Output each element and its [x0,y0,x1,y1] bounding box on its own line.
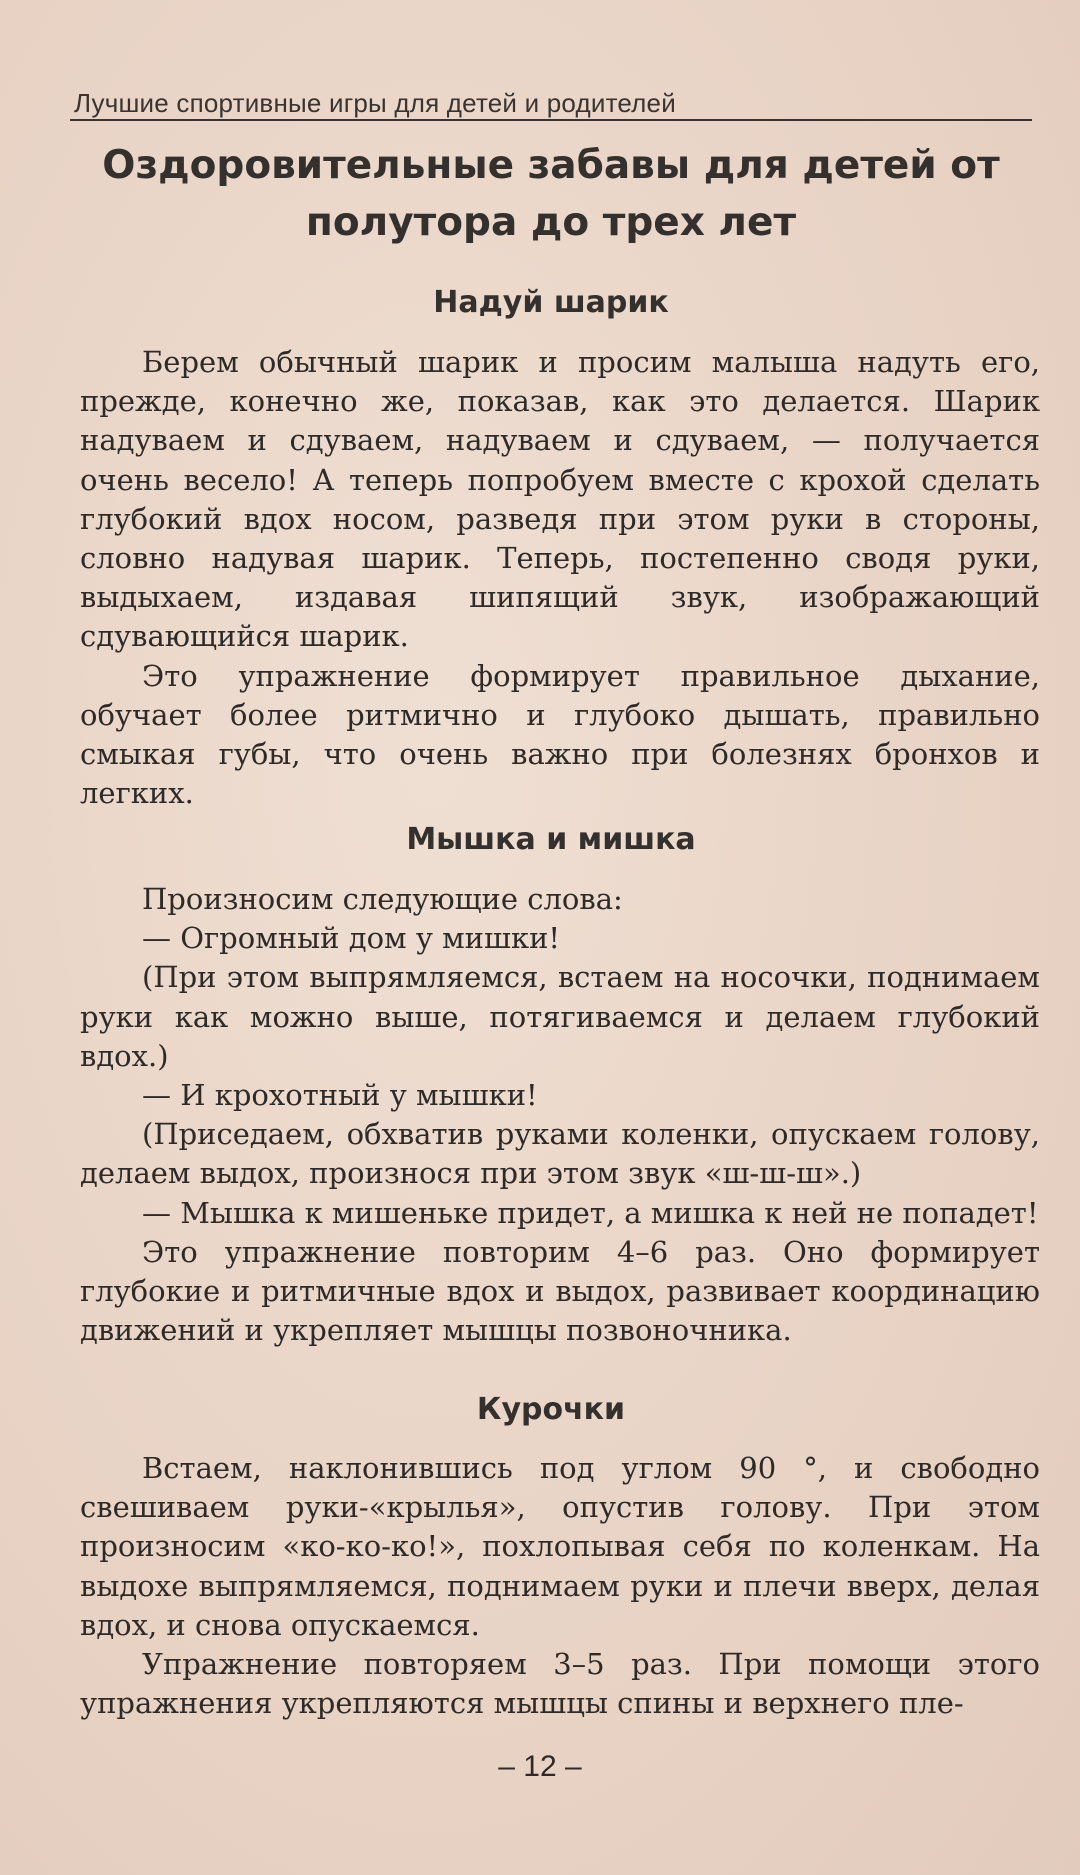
header-rule [70,119,1032,121]
section-title-kurochki: Курочки [476,1392,626,1427]
section-body-myshka-i-mishka [80,880,1040,1350]
running-header: Лучшие спортивные игры для детей и родителей [74,88,676,118]
paragraph: Это упражнение формирует правильное дыхание, обучает более ритмично и глубоко дышать, правильно смыкая губы, что очень важно при болезнях бронхов и легких. [80,658,1040,811]
dialogue-line: — И крохотный у мышки! [142,1078,538,1113]
stage-direction: (Приседаем, обхватив руками коленки, опускаем голову, делаем выдох, произнося при этом звук «ш-ш-ш».) [80,1117,1040,1191]
paragraph: Упражнение повторяем 3–5 раз. При помощи этого упражнения укрепляются мышцы спины и верхнего пле- [80,1647,1040,1721]
paragraph: Произносим следующие слова: [142,882,623,916]
stage-direction: (При этом выпрямляемся, встаем на носочки, поднимаем руки как можно выше, потягиваемся и делаем глубокий вдох.) [80,960,1040,1073]
section-body-naduy-sharik [80,343,1040,813]
dialogue-line: — Мышка к мишеньке придет, а мишка к ней не попадет! [142,1195,1039,1230]
page-number: – 12 – [498,1750,582,1783]
paragraph: Берем обычный шарик и просим малыша надуть его, прежде, конечно же, показав, как это делается. Шарик надуваем и сдуваем, надуваем и сдуваем, — получается очень весело! А теперь попробуем вместе с крохой сделать глубокий вдох носом, разведя при этом руки в стороны, словно надувая шарик. Теперь, постепенно сводя руки, выдыхаем, издавая шипящий звук, изображающий сдувающийся шарик. [80,345,1040,654]
paragraph: Это упражнение повторим 4–6 раз. Оно формирует глубокие и ритмичные вдох и выдох, развивает координацию движений и укрепляет мышцы позвоночника. [80,1234,1040,1348]
section-body-kurochki [80,1449,1040,1723]
section-title-myshka-i-mishka: Мышка и мишка [406,822,696,857]
section-title-naduy-sharik: Надуй шарик [433,285,669,320]
chapter-title: Оздоровительные забавы для детей от полутора до трех лет [102,143,1000,245]
dialogue-line: — Огромный дом у мишки! [142,921,561,956]
paragraph: Встаем, наклонившись под углом 90 °, и свободно свешиваем руки-«крылья», опустив голову. При этом произносим «ко-ко-ко!», похлопывая себя по коленкам. На выдохе выпрямляемся, поднимаем руки и плечи вверх, делая вдох, и снова опускаемся. [80,1451,1040,1642]
